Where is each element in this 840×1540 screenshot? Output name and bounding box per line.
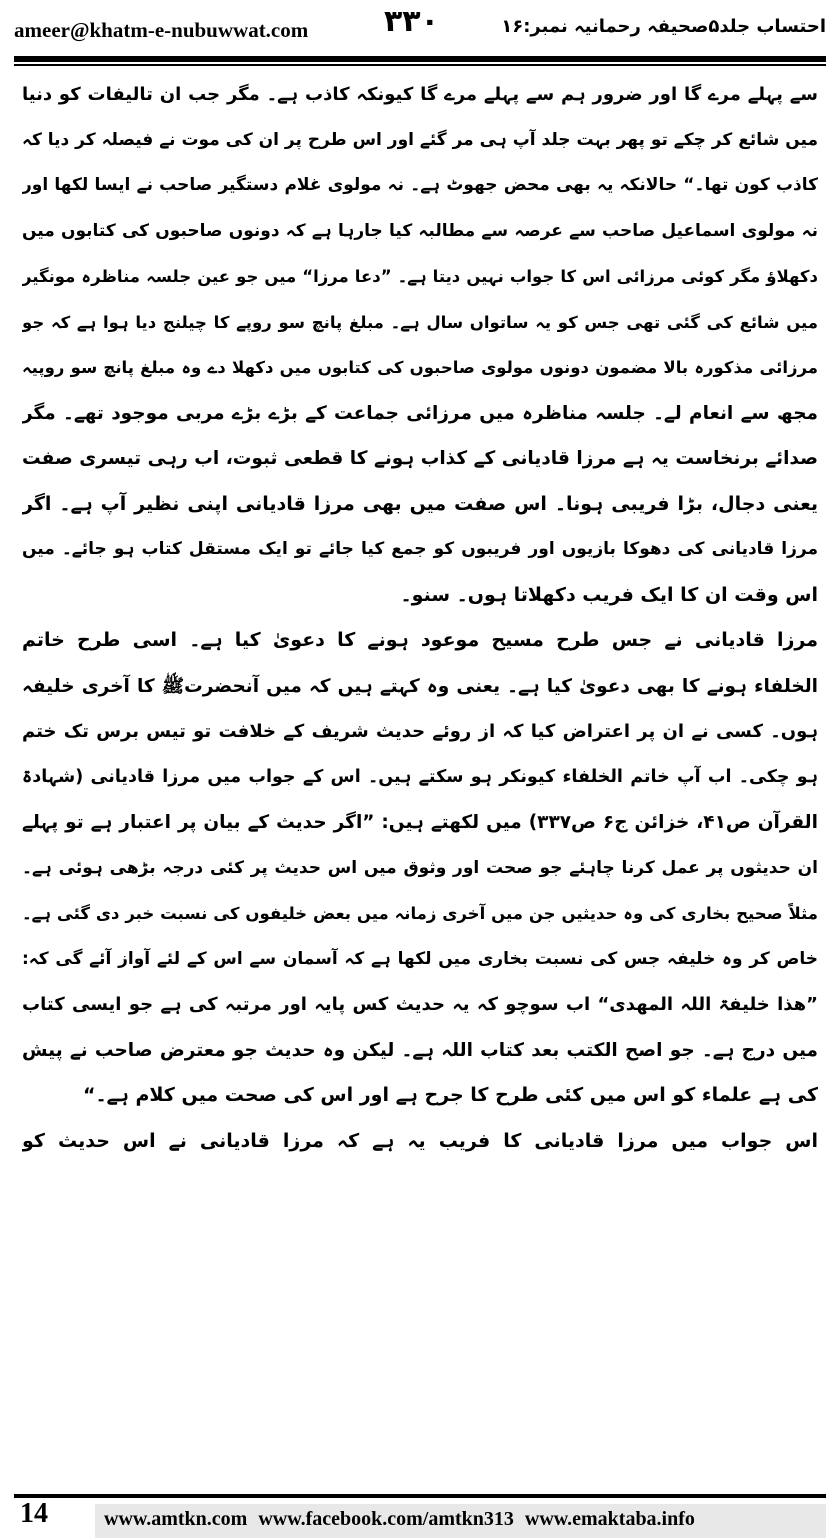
header-rule-thin <box>14 64 826 66</box>
footer-link-emaktaba[interactable]: www.emaktaba.info <box>524 1508 695 1530</box>
text-line: میں شائع کی گئی تھی جس کو یہ ساتواں سال ہے۔ مبلغ پانچ سو روپے کا چیلنج دیا ہوا ہے کہ جو <box>22 312 818 332</box>
header-title: احتساب جلد۵صحیفہ رحمانیہ نمبر:۱۶ <box>501 16 826 37</box>
header-page-number: ۳۳۰ <box>384 4 439 39</box>
text-line: میں درج ہے۔ جو اصح الکتب بعد کتاب اللہ ہے۔ لیکن وہ حدیث جو معترض صاحب نے پیش <box>22 1039 818 1061</box>
text-line: یعنی دجال، بڑا فریبی ہونا۔ اس صفت میں بھی مرزا قادیانی اپنی نظیر آپ ہے۔ اگر <box>22 492 818 515</box>
footer-page-number: 14 <box>20 1498 48 1529</box>
footer-links <box>104 1508 701 1531</box>
text-line: اس وقت ان کا ایک فریب دکھلاتا ہوں۔ سنو۔ <box>400 583 818 606</box>
text-line: کی ہے علماء کو اس میں کئی طرح کا جرح ہے اور اس کی صحت میں کلام ہے۔“ <box>82 1084 818 1106</box>
text-line: مجھ سے انعام لے۔ جلسہ مناظرہ میں مرزائی جماعت کے بڑے بڑے مربی موجود تھے۔ مگر <box>22 402 818 424</box>
text-line: کاذب کون تھا۔“ حالانکہ یہ بھی محض جھوٹ ہے۔ نہ مولوی غلام دستگیر صاحب نے ایسا لکھا اور <box>22 175 818 195</box>
text-line: ان حدیثوں پر عمل کرنا چاہئے جو صحت اور وثوق میں اس حدیث پر کئی درجہ بڑھی ہوئی ہے۔ <box>22 857 818 878</box>
footer-link-amtkn[interactable]: www.amtkn.com <box>104 1508 248 1530</box>
text-line: خاص کر وہ خلیفہ جس کی نسبت بخاری میں لکھا ہے کہ آسمان سے اس کے لئے آواز آئے گی کہ: <box>22 948 818 969</box>
header-email[interactable]: ameer@khatm-e-nubuwwat.com <box>14 18 309 42</box>
text-line: صدائے برنخاست یہ ہے مرزا قادیانی کے کذاب ہونے کا قطعی ثبوت، اب رہی تیسری صفت <box>22 448 818 469</box>
text-line: مثلاً صحیح بخاری کی وہ حدیثیں جن میں آخری زمانہ میں بعض خلیفوں کی نسبت خبر دی گئی ہے۔ <box>22 904 818 923</box>
body-text <box>22 72 818 1482</box>
text-line: نہ مولوی اسماعیل صاحب سے عرصہ سے مطالبہ کیا جارہا ہے کہ دونوں صاحبوں کی کتابوں میں <box>22 220 818 241</box>
footer-link-facebook[interactable]: www.facebook.com/amtkn313 <box>258 1508 514 1530</box>
page-header <box>14 4 826 50</box>
text-line: ہوں۔ کسی نے ان پر اعتراض کیا کہ از روئے حدیث شریف کے خلافت تو تیس برس تک ختم <box>22 721 818 742</box>
text-line: مرزا قادیانی کی دھوکا بازیوں اور فریبوں کو جمع کیا جائے تو ایک مستقل کتاب ہو جائے۔ میں <box>22 539 818 559</box>
text-line: اس جواب میں مرزا قادیانی کا فریب یہ ہے کہ مرزا قادیانی نے اس حدیث کو <box>22 1129 818 1152</box>
text-line: الخلفاء ہونے کا بھی دعویٰ کیا ہے۔ یعنی وہ کہتے ہیں کہ میں آنحضرتﷺ کا آخری خلیفہ <box>22 675 818 697</box>
text-line: ہو چکی۔ اب آپ خاتم الخلفاء کیونکر ہو سکتے ہیں۔ اس کے جواب میں مرزا قادیانی (شہادۃ <box>22 766 818 787</box>
text-line: میں شائع کر چکے تو پھر بہت جلد آپ ہی مر گئے اور اس طرح پر ان کی موت نے فیصلہ کر دیا کہ <box>22 129 818 150</box>
header-rule-thick <box>14 56 826 62</box>
text-line: سے پہلے مرے گا اور ضرور ہم سے پہلے مرے گا کیونکہ کاذب ہے۔ مگر جب ان تالیفات کو دنیا <box>22 84 818 105</box>
footer-rule <box>14 1494 826 1498</box>
text-line: دکھلاؤ مگر کوئی مرزائی اس کا جواب نہیں دیتا ہے۔ ”دعا مرزا“ میں جو عین جلسہ مناظرہ مونگیر <box>22 267 818 286</box>
text-line: مرزا قادیانی نے جس طرح مسیح موعود ہونے کا دعویٰ کیا ہے۔ اسی طرح خاتم <box>22 629 818 651</box>
text-line: مرزائی مذکورہ بالا مضمون دونوں مولوی صاحبوں کی کتابوں میں دکھلا دے وہ مبلغ پانچ سو روپیہ <box>22 358 818 377</box>
text-line: ”ھذا خلیفۃ اللہ المھدی“ اب سوچو کہ یہ حدیث کس پایہ اور مرتبہ کی ہے جو ایسی کتاب <box>22 994 818 1015</box>
text-line: القرآن ص۴۱، خزائن ج۶ ص۳۳۷) میں لکھتے ہیں: ”اگر حدیث کے بیان پر اعتبار ہے تو پہلے <box>22 812 818 833</box>
